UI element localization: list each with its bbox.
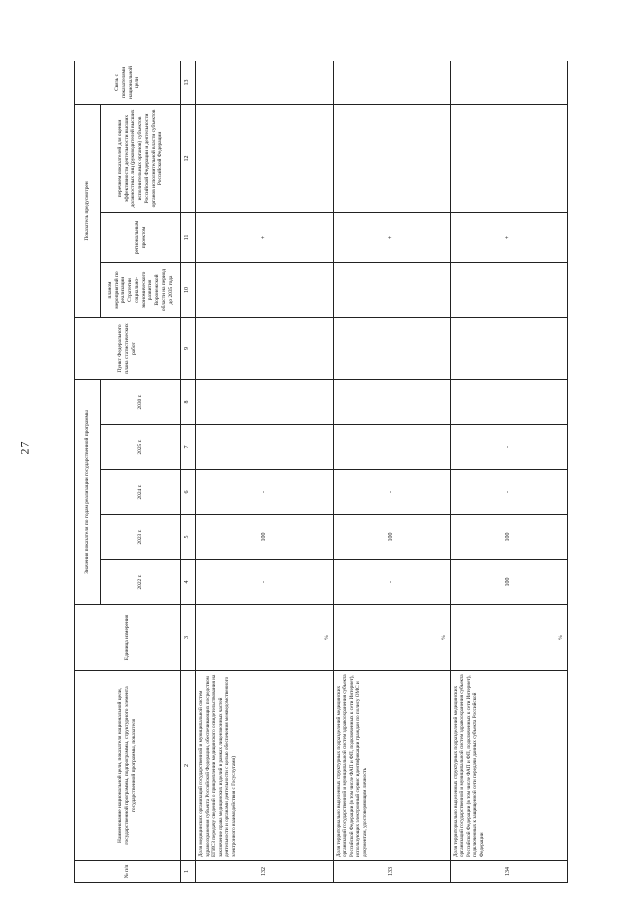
colnum-11: 11	[181, 213, 196, 263]
row-2022: -	[196, 560, 334, 605]
header-eval: перечнем показателей для оценки эффективности деятельности высших должностных лиц (руководителей высших исполнительных органов) субъектов Российской Федерации и деятельности органов исполнительной власти субъектов Российской Федерации	[101, 104, 181, 212]
row-fed-plan	[333, 318, 450, 380]
row-name: Доля территориально выделенных структурных подразделений медицинских организаций государственной и муниципальной систем здравоохранения субъекта Российской Федерации (в том числе ФАП и ФП, подключенных к сети Интернет), подключенных к защищенной сети передачи данных субъекта Российской Федерации	[450, 671, 567, 861]
row-regional: +	[196, 213, 334, 263]
row-2022: -	[333, 560, 450, 605]
header-indicator-group: Показатель предусмотрен	[75, 104, 101, 317]
row-link	[333, 61, 450, 104]
table-row	[333, 61, 450, 883]
row-2030	[450, 380, 567, 425]
colnum-5: 5	[181, 515, 196, 560]
row-name: Доля медицинских организаций государственной и муниципальной систем здравоохранения субъекта Российской Федерации, обеспечивающих посредством ЕГИСЗ передачу сведений о прикреплении медицинского освидетельствования на заключение права медицинских изделий в рамках лицензионных частей деятельности и органами деятельности с целью обеспечения межведомственного электронного взаимодействия с Госуслугами)	[196, 671, 334, 861]
colnum-3: 3	[181, 605, 196, 671]
row-2030	[333, 380, 450, 425]
row-fed-plan	[196, 318, 334, 380]
colnum-8: 8	[181, 380, 196, 425]
row-2024: -	[450, 470, 567, 515]
header-year-2025: 2025 г.	[101, 425, 181, 470]
header-no: № п/п	[75, 861, 181, 883]
row-fed-plan	[450, 318, 567, 380]
row-eval	[196, 104, 334, 212]
table-stage	[74, 61, 568, 883]
row-name: Доля территориально выделенных структурных подразделений медицинских организаций государственной и муниципальной систем здравоохранения субъекта Российской Федерации (в том числе ФАП и ФП, подключенных к сети Интернет), использующих электронный сервис идентификации граждан по полису ОМС и документам, удостоверяющим личность	[333, 671, 450, 861]
row-no: 132	[196, 861, 334, 883]
row-regional: +	[450, 213, 567, 263]
row-2025: -	[450, 425, 567, 470]
row-unit: %	[333, 605, 450, 671]
row-2023: 100	[450, 515, 567, 560]
row-2030	[196, 380, 334, 425]
row-link	[450, 61, 567, 104]
row-link	[196, 61, 334, 104]
row-unit: %	[196, 605, 334, 671]
row-2025	[333, 425, 450, 470]
indicators-table	[74, 61, 568, 883]
row-2023: 100	[196, 515, 334, 560]
header-fed-plan: Пункт Федерального плана статистических работ	[75, 318, 181, 380]
header-values-group: Значения показателя по годам реализации государственной программы	[75, 380, 101, 605]
row-2022: 100	[450, 560, 567, 605]
row-2023: 100	[333, 515, 450, 560]
rotated-table-wrapper	[74, 61, 568, 883]
row-2025	[196, 425, 334, 470]
row-strategy	[450, 263, 567, 318]
header-year-2024: 2024 г.	[101, 470, 181, 515]
header-regional: региональным проектом	[101, 213, 181, 263]
table-row	[196, 61, 334, 883]
row-eval	[333, 104, 450, 212]
colnum-4: 4	[181, 560, 196, 605]
header-name: Наименование национальной цели, показателя национальной цели, государственной программы, подпрограммы, структурного элемента государственной программы, показателя	[75, 671, 181, 861]
colnum-12: 12	[181, 104, 196, 212]
header-year-2030: 2030 г.	[101, 380, 181, 425]
row-2024: -	[333, 470, 450, 515]
row-no: 133	[333, 861, 450, 883]
row-unit: %	[450, 605, 567, 671]
header-year-2022: 2022 г.	[101, 560, 181, 605]
colnum-13: 13	[181, 61, 196, 104]
row-no: 134	[450, 861, 567, 883]
header-year-2023: 2023 г.	[101, 515, 181, 560]
row-2024: -	[196, 470, 334, 515]
colnum-7: 7	[181, 425, 196, 470]
colnum-10: 10	[181, 263, 196, 318]
colnum-6: 6	[181, 470, 196, 515]
page-number: 27	[17, 440, 32, 455]
colnum-2: 2	[181, 671, 196, 861]
header-unit: Единица измерения	[75, 605, 181, 671]
header-strategy: планом мероприятий по реализации Стратегии социально-экономического развития Воронежской области на период до 2035 года	[101, 263, 181, 318]
colnum-1: 1	[181, 861, 196, 883]
row-regional: +	[333, 213, 450, 263]
row-strategy	[196, 263, 334, 318]
row-strategy	[333, 263, 450, 318]
row-eval	[450, 104, 567, 212]
header-link: Связь с показателями национальной цели	[75, 61, 181, 104]
colnum-9: 9	[181, 318, 196, 380]
table-row	[450, 61, 567, 883]
